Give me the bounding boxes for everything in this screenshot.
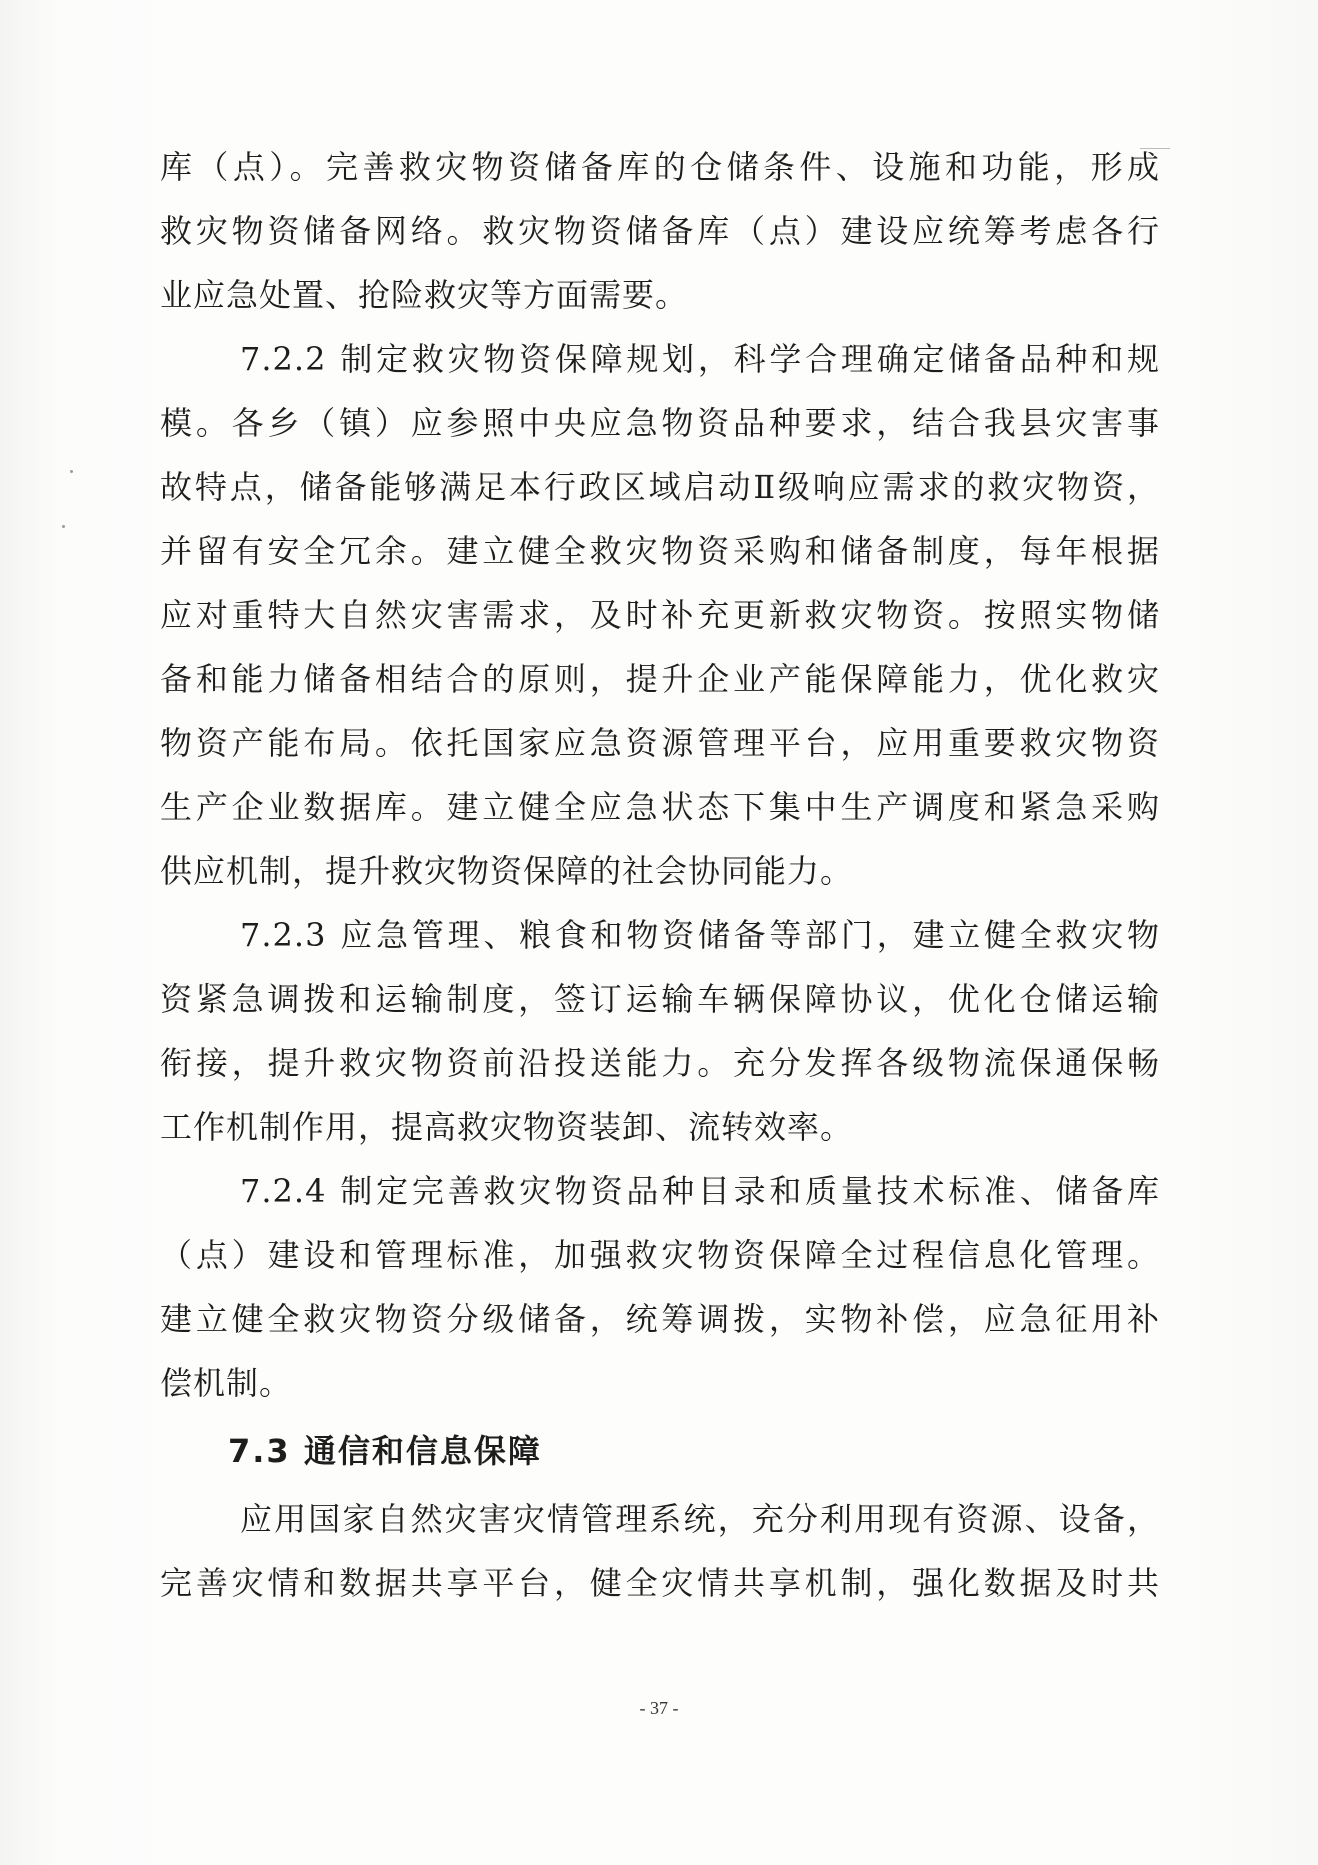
body-line: 建立健全救灾物资分级储备，统筹调拨，实物补偿，应急征用补: [160, 1300, 1160, 1338]
body-line: 并留有安全冗余。建立健全救灾物资采购和储备制度，每年根据: [160, 532, 1160, 570]
page-number: - 37 -: [639, 1698, 679, 1718]
body-line: 物资产能布局。依托国家应急资源管理平台，应用重要救灾物资: [160, 724, 1160, 762]
body-line: 备和能力储备相结合的原则，提升企业产能保障能力，优化救灾: [160, 660, 1160, 698]
body-line: 工作机制作用，提高救灾物资装卸、流转效率。: [160, 1108, 854, 1146]
body-line: 模。各乡（镇）应参照中央应急物资品种要求，结合我县灾害事: [160, 404, 1160, 442]
body-text: [160, 135, 1160, 1615]
body-line: 救灾物资储备网络。救灾物资储备库（点）建设应统筹考虑各行: [160, 212, 1160, 250]
scan-dot: [62, 525, 65, 528]
body-line: 衔接，提升救灾物资前沿投送能力。充分发挥各级物流保通保畅: [160, 1044, 1160, 1082]
body-line: 资紧急调拨和运输制度，签订运输车辆保障协议，优化仓储运输: [160, 980, 1160, 1018]
clause-7-2-3: 7.2.3 应急管理、粮食和物资储备等部门，建立健全救灾物: [240, 916, 1160, 954]
scan-dot: [70, 470, 73, 473]
body-line: 供应机制，提升救灾物资保障的社会协同能力。: [160, 852, 854, 890]
body-line: 库（点）。完善救灾物资储备库的仓储条件、设施和功能，形成: [160, 148, 1160, 186]
body-line: 故特点，储备能够满足本行政区域启动Ⅱ级响应需求的救灾物资，: [160, 468, 1160, 506]
body-line: 偿机制。: [160, 1364, 293, 1402]
body-line: （点）建设和管理标准，加强救灾物资保障全过程信息化管理。: [160, 1236, 1160, 1274]
body-line: 生产企业数据库。建立健全应急状态下集中生产调度和紧急采购: [160, 788, 1160, 826]
clause-7-2-4: 7.2.4 制定完善救灾物资品种目录和质量技术标准、储备库: [240, 1172, 1160, 1210]
section-heading-7-3: 7.3 通信和信息保障: [228, 1432, 542, 1470]
body-line: 完善灾情和数据共享平台，健全灾情共享机制，强化数据及时共: [160, 1564, 1160, 1602]
body-line: 应对重特大自然灾害需求，及时补充更新救灾物资。按照实物储: [160, 596, 1160, 634]
body-line: 应用国家自然灾害灾情管理系统，充分利用现有资源、设备，: [240, 1500, 1160, 1538]
clause-7-2-2: 7.2.2 制定救灾物资保障规划，科学合理确定储备品种和规: [240, 340, 1160, 378]
body-line: 业应急处置、抢险救灾等方面需要。: [160, 276, 689, 314]
